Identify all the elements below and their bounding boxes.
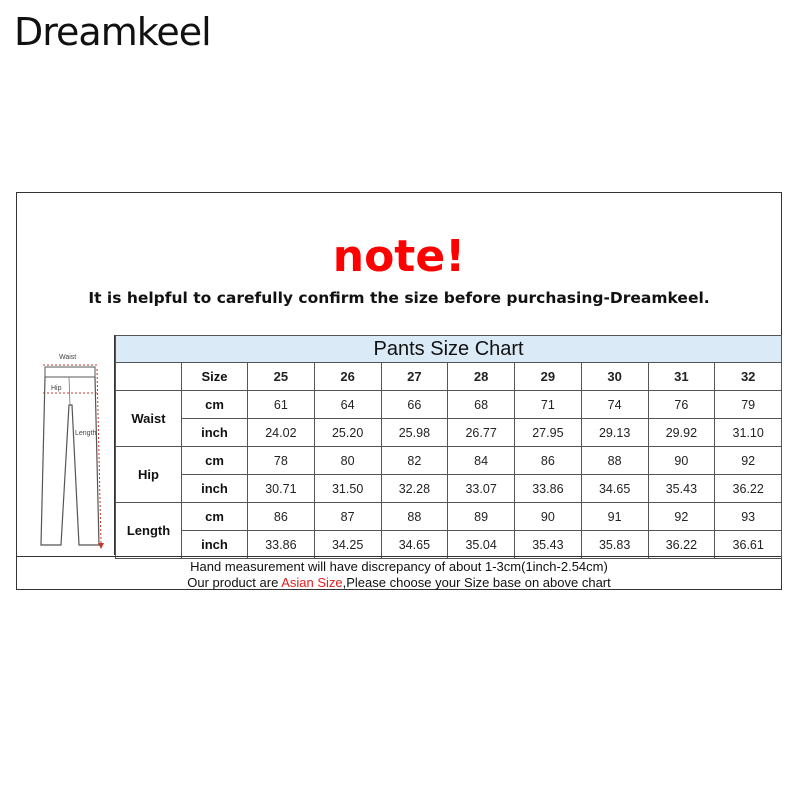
figure-length-label: Length [75,430,97,437]
measurement-note: Hand measurement will have discrepancy of about 1-3cm(1inch-2.54cm) [190,559,608,574]
table-row [116,391,782,419]
table-row [116,503,782,531]
asian-size-highlight: Asian Size [281,575,343,590]
group-label-hip: Hip [116,447,182,503]
table-cell: 61 [248,391,315,419]
table-cell: 35.43 [515,531,582,559]
table-cell: 35.04 [448,531,515,559]
note-subtitle: It is helpful to carefully confirm the size before purchasing-Dreamkeel. [88,289,710,307]
table-row [116,447,782,475]
table-cell: 29.92 [648,419,715,447]
size-header-row [116,363,782,391]
table-cell: 90 [648,447,715,475]
size-chart-card [16,192,782,590]
unit-label: cm [182,447,248,475]
table-cell: 92 [715,447,782,475]
table-cell: 74 [581,391,648,419]
size-value: 29 [515,363,582,391]
table-cell: 34.25 [314,531,381,559]
asian-size-prefix: Our product are [187,575,282,590]
pants-diagram-icon [17,335,115,555]
pants-size-table [115,335,782,559]
size-value: 25 [248,363,315,391]
table-cell: 33.07 [448,475,515,503]
table-cell: 35.83 [581,531,648,559]
table-cell: 30.71 [248,475,315,503]
pants-measurement-figure [17,335,115,555]
table-cell: 87 [314,503,381,531]
size-header: Size [182,363,248,391]
table-cell: 82 [381,447,448,475]
table-cell: 78 [248,447,315,475]
table-caption: Pants Size Chart [116,336,782,363]
figure-hip-label: Hip [51,385,62,392]
table-cell: 24.02 [248,419,315,447]
table-cell: 93 [715,503,782,531]
table-cell: 33.86 [515,475,582,503]
table-row [116,531,782,559]
size-value: 28 [448,363,515,391]
table-cell: 33.86 [248,531,315,559]
size-value: 32 [715,363,782,391]
figure-waist-label: Waist [59,354,77,361]
asian-size-suffix: ,Please choose your Size base on above chart [342,575,611,590]
table-cell: 66 [381,391,448,419]
table-cell: 35.43 [648,475,715,503]
table-row [116,475,782,503]
size-value: 26 [314,363,381,391]
table-cell: 31.10 [715,419,782,447]
footer-note [17,556,781,591]
table-cell: 79 [715,391,782,419]
table-cell: 71 [515,391,582,419]
table-cell: 92 [648,503,715,531]
size-value: 30 [581,363,648,391]
size-value: 27 [381,363,448,391]
group-label-waist: Waist [116,391,182,447]
unit-label: inch [182,475,248,503]
table-cell: 80 [314,447,381,475]
table-row [116,419,782,447]
table-cell: 25.20 [314,419,381,447]
unit-label: inch [182,531,248,559]
asian-size-note [17,575,781,590]
note-section [17,193,781,336]
table-cell: 32.28 [381,475,448,503]
table-cell: 27.95 [515,419,582,447]
table-cell: 36.22 [715,475,782,503]
table-cell: 86 [515,447,582,475]
table-cell: 31.50 [314,475,381,503]
table-cell: 34.65 [381,531,448,559]
unit-label: inch [182,419,248,447]
table-cell: 91 [581,503,648,531]
unit-label: cm [182,503,248,531]
table-cell: 88 [381,503,448,531]
table-cell: 88 [581,447,648,475]
table-cell: 29.13 [581,419,648,447]
table-cell: 36.61 [715,531,782,559]
table-cell: 90 [515,503,582,531]
note-title: note! [332,231,466,282]
table-cell: 84 [448,447,515,475]
table-cell: 68 [448,391,515,419]
table-cell: 86 [248,503,315,531]
unit-label: cm [182,391,248,419]
table-cell: 25.98 [381,419,448,447]
brand-logo: Dreamkeel [14,10,211,54]
group-label-length: Length [116,503,182,559]
size-value: 31 [648,363,715,391]
table-cell: 26.77 [448,419,515,447]
table-cell: 64 [314,391,381,419]
corner-cell [116,363,182,391]
table-cell: 89 [448,503,515,531]
table-cell: 36.22 [648,531,715,559]
table-cell: 76 [648,391,715,419]
table-cell: 34.65 [581,475,648,503]
